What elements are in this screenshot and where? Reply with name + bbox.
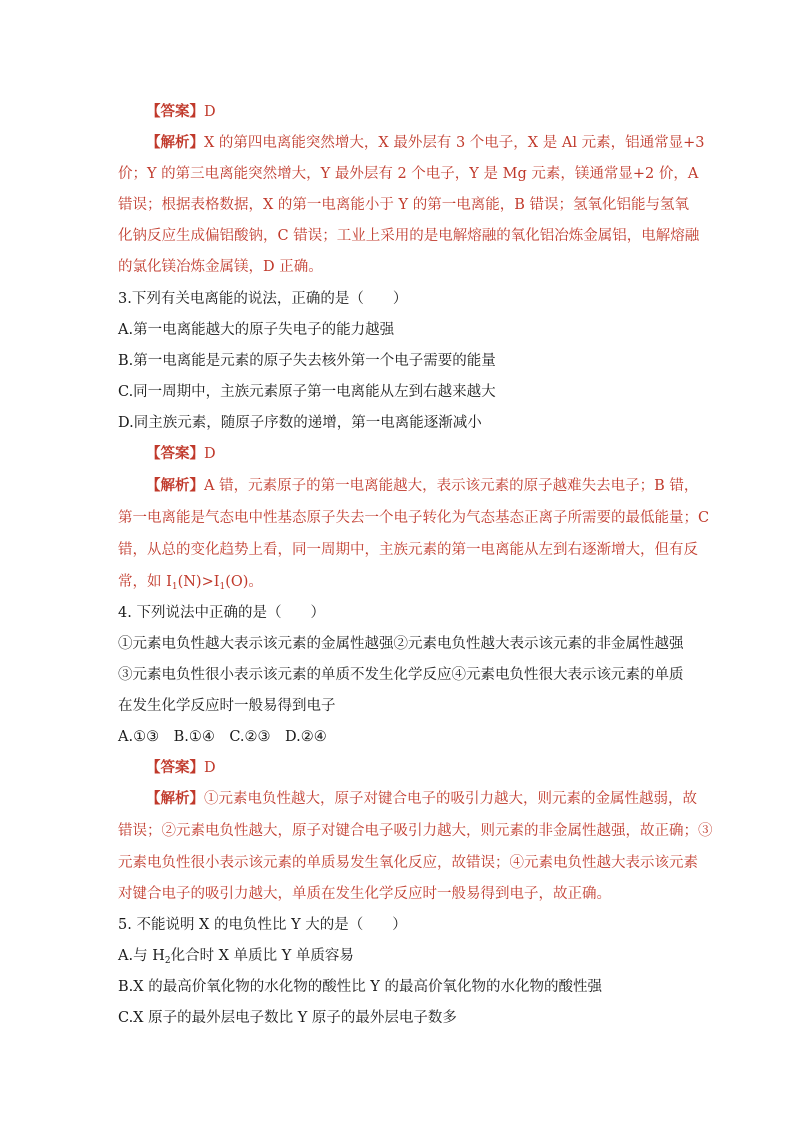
q3-stem: 3.下列有关电离能的说法，正确的是（ ） bbox=[118, 291, 408, 307]
q3-option-a: A.第一电离能越大的原子失电子的能力越强 bbox=[118, 322, 395, 338]
q4-analysis-text: ①元素电负性越大，原子对键合电子的吸引力越大，则元素的金属性越弱，故 bbox=[204, 791, 697, 807]
q3-analysis-tail-mid: (N)>I bbox=[177, 574, 220, 590]
answer-label: 【答案】 bbox=[146, 103, 204, 120]
q4-answer-value: D bbox=[204, 760, 216, 776]
q2-analysis-line-4: 化钠反应生成偏铝酸钠，C 错误；工业上采用的是电解熔融的氧化铝冶炼金属铝，电解熔融 bbox=[118, 228, 700, 244]
answer-label: 【答案】 bbox=[146, 759, 204, 776]
q4-answer-line bbox=[146, 758, 216, 778]
q2-analysis-text: X 的第四电离能突然增大，X 最外层有 3 个电子，X 是 Al 元素，铝通常显+3 bbox=[204, 135, 705, 151]
q3-analysis-line-1 bbox=[146, 476, 698, 496]
q3-answer-line bbox=[146, 444, 216, 464]
q4-analysis-line-4: 对键合电子的吸引力越大，单质在发生化学反应时一般易得到电子，故正确。 bbox=[118, 886, 611, 902]
q2-analysis-line-3: 错误；根据表格数据，X 的第一电离能小于 Y 的第一电离能，B 错误；氢氧化铝能与氢氧 bbox=[118, 197, 689, 213]
q3-analysis-text: A 错，元素原子的第一电离能越大，表示该元素的原子越难失去电子；B 错， bbox=[204, 478, 699, 494]
q4-analysis-line-2: 错误；②元素电负性越大，原子对键合电子吸引力越大，则元素的非金属性越强，故正确；③ bbox=[118, 823, 713, 839]
q4-analysis-line-3: 元素电负性很小表示该元素的单质易发生氧化反应，故错误；④元素电负性越大表示该元素 bbox=[118, 855, 698, 871]
q3-analysis-line-3: 错，从总的变化趋势上看，同一周期中，主族元素的第一电离能从左到右逐渐增大，但有反 bbox=[118, 542, 698, 558]
q5-option-a-prefix: A.与 H bbox=[118, 948, 165, 964]
q5-option-a-suffix: 化合时 X 单质比 Y 单质容易 bbox=[170, 948, 354, 964]
q3-option-d: D.同主族元素，随原子序数的递增，第一电离能逐渐减小 bbox=[118, 415, 482, 431]
analysis-label: 【解析】 bbox=[146, 134, 204, 151]
q3-analysis-line-2: 第一电离能是气态电中性基态原子失去一个电子转化为气态基态正离子所需要的最低能量；C bbox=[118, 510, 710, 526]
q3-analysis-tail-prefix: 常，如 I bbox=[118, 574, 172, 590]
q3-analysis-tail-suffix: (O)。 bbox=[225, 574, 263, 590]
q3-analysis-line-4 bbox=[118, 572, 263, 592]
q5-option-c: C.X 原子的最外层电子数比 Y 原子的最外层电子数多 bbox=[118, 1010, 457, 1026]
analysis-label: 【解析】 bbox=[146, 790, 204, 807]
q3-option-b: B.第一电离能是元素的原子失去核外第一个电子需要的能量 bbox=[118, 353, 496, 369]
q5-stem: 5. 不能说明 X 的电负性比 Y 大的是（ ） bbox=[118, 917, 407, 933]
q2-analysis-line-1 bbox=[146, 133, 704, 153]
subscript: 1 bbox=[219, 582, 226, 592]
subscript: 1 bbox=[171, 582, 178, 592]
q4-stem: 4. 下列说法中正确的是（ ） bbox=[118, 605, 325, 621]
q4-analysis-line-1 bbox=[146, 789, 697, 809]
subscript: 2 bbox=[164, 956, 171, 966]
q3-option-c: C.同一周期中，主族元素原子第一电离能从左到右越来越大 bbox=[118, 384, 496, 400]
q5-option-b: B.X 的最高价氧化物的水化物的酸性比 Y 的最高价氧化物的水化物的酸性强 bbox=[118, 979, 602, 995]
q5-option-a bbox=[118, 946, 354, 966]
q4-options: A.①③ B.①④ C.②③ D.②④ bbox=[118, 729, 327, 745]
q2-answer-line bbox=[146, 102, 216, 122]
q4-statement-line-3: 在发生化学反应时一般易得到电子 bbox=[118, 698, 336, 714]
q3-answer-value: D bbox=[204, 446, 216, 462]
q2-analysis-line-2: 价；Y 的第三电离能突然增大，Y 最外层有 2 个电子，Y 是 Mg 元素，镁通常显+2 价，A bbox=[118, 166, 699, 182]
q2-answer-value: D bbox=[204, 104, 216, 120]
q4-statement-line-1: ①元素电负性越大表示该元素的金属性越强②元素电负性越大表示该元素的非金属性越强 bbox=[118, 636, 684, 652]
q2-analysis-line-5: 的氯化镁冶炼金属镁，D 正确。 bbox=[118, 259, 323, 275]
answer-label: 【答案】 bbox=[146, 445, 204, 462]
q4-statement-line-2: ③元素电负性很小表示该元素的单质不发生化学反应④元素电负性很大表示该元素的单质 bbox=[118, 667, 684, 683]
analysis-label: 【解析】 bbox=[146, 477, 204, 494]
